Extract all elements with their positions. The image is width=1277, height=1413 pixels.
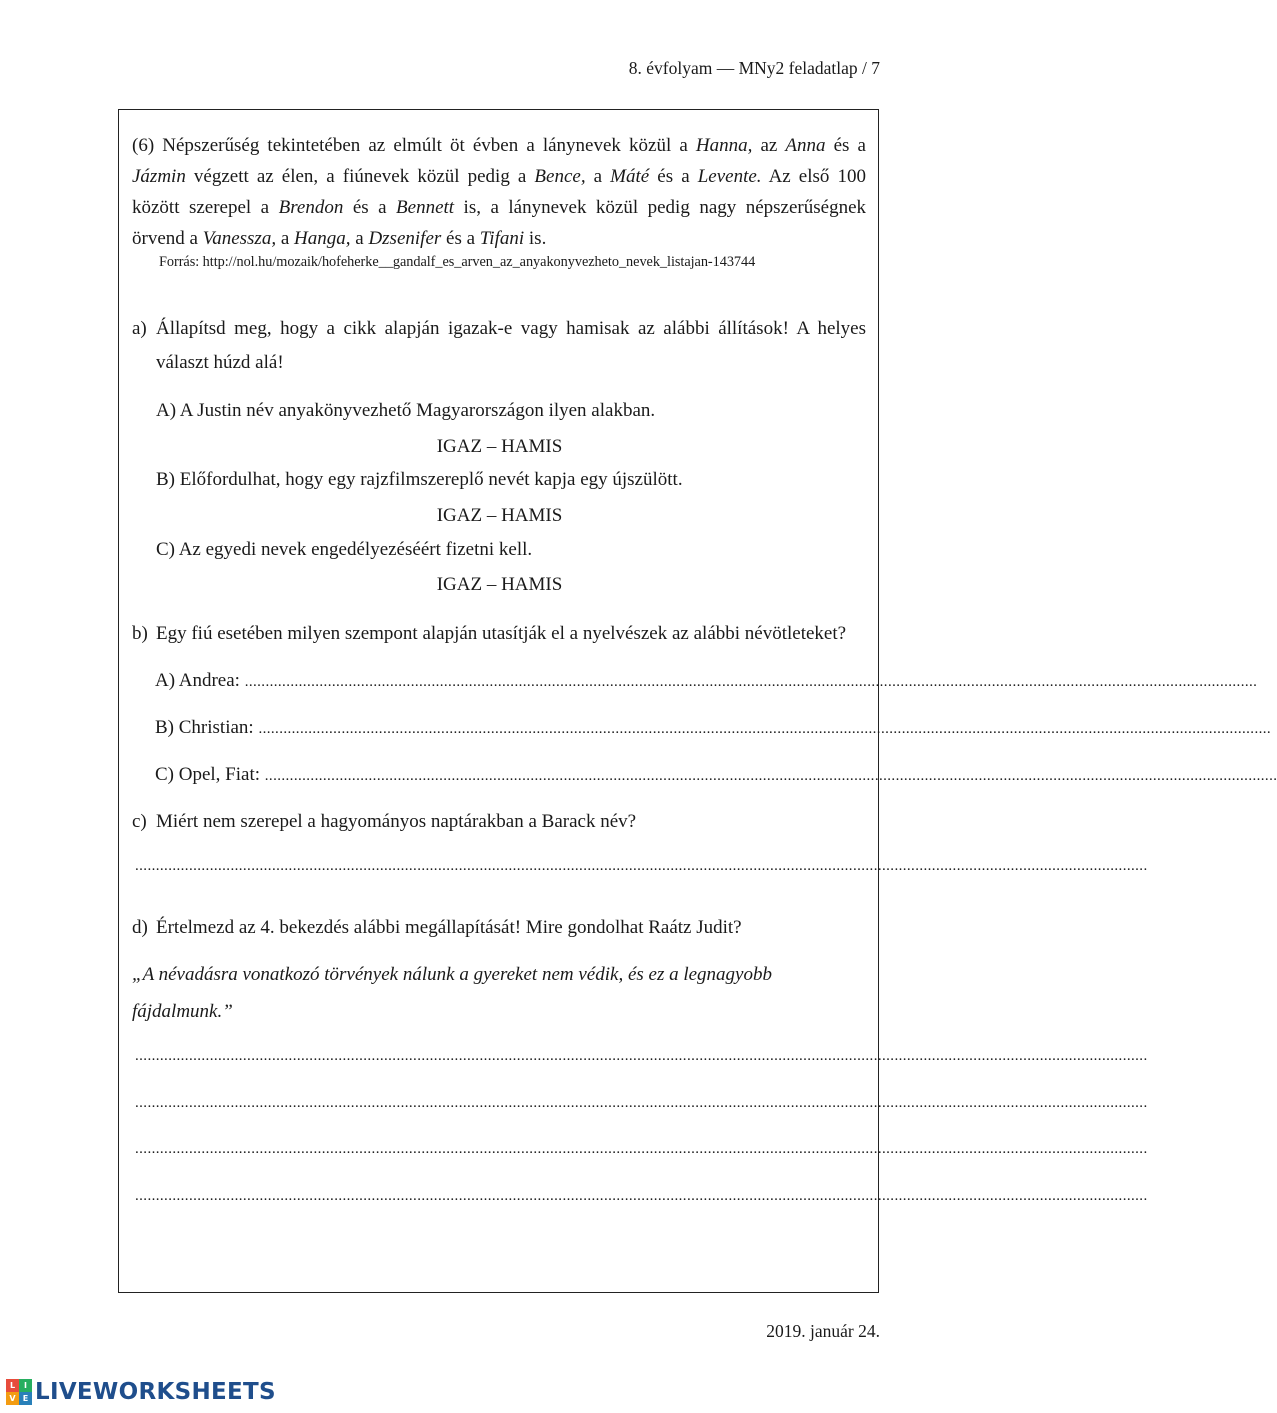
answer-options-b[interactable]: IGAZ – HAMIS — [436, 505, 563, 526]
source-citation: Forrás: http://nol.hu/mozaik/hofeherke__gandalf_es_arven_az_anyakonyvezheto_nevek_listajan-143744 — [159, 254, 756, 270]
footer-date: 2019. január 24. — [766, 1321, 880, 1341]
logo-text: LIVEWORKSHEETS — [35, 1379, 276, 1405]
text-line-3: között szerepel a Brendon és a Bennett is, a lánynevek közül pedig nagy népszerűségnek — [132, 197, 867, 218]
page-header: 8. évfolyam — MNy2 feladatlap / 7 — [628, 58, 880, 78]
answer-line-c[interactable]: .................................................................................................................................................................................................................................................... — [135, 858, 1148, 874]
statement-a: A) A Justin név anyakönyvezhető Magyarországon ilyen alakban. — [156, 400, 656, 421]
answer-line-d-3[interactable]: .................................................................................................................................................................................................................................................... — [135, 1141, 1148, 1157]
answer-options-a[interactable]: IGAZ – HAMIS — [436, 436, 563, 457]
logo-mark-icon: L I V E — [6, 1379, 32, 1405]
dotted-line: .................................................................................................................................................................................................................................................... — [244, 674, 1258, 690]
answer-field-christian[interactable]: B) Christian: .................................................................................................................................................................................................................................................... — [155, 714, 864, 742]
answer-line-d-1[interactable]: .................................................................................................................................................................................................................................................... — [135, 1048, 1148, 1064]
text-line-1: (6) Népszerűség tekintetében az elmúlt öt évben a lánynevek közül a Hanna, az Anna és a — [132, 135, 866, 156]
answer-options-c[interactable]: IGAZ – HAMIS — [436, 574, 563, 595]
answer-line-d-2[interactable]: .................................................................................................................................................................................................................................................... — [135, 1095, 1148, 1111]
statement-c: C) Az egyedi nevek engedélyezéséért fizetni kell. — [156, 539, 533, 560]
answer-field-andrea[interactable]: A) Andrea: .................................................................................................................................................................................................................................................... — [155, 667, 864, 695]
text-line-2: Jázmin végzett az élen, a fiúnevek közül pedig a Bence, a Máté és a Levente. Az első 100 — [132, 166, 866, 187]
question-d-prompt: d) Értelmezd az 4. bekezdés alábbi megállapítását! Mire gondolhat Raátz Judit? — [132, 917, 742, 938]
answer-field-opel-fiat[interactable]: C) Opel, Fiat: .................................................................................................................................................................................................................................................... — [155, 761, 864, 789]
dotted-line: .................................................................................................................................................................................................................................................... — [264, 768, 1277, 784]
exercise-frame — [118, 109, 1277, 1293]
dotted-line: .................................................................................................................................................................................................................................................... — [258, 721, 1272, 737]
question-b-prompt: b) Egy fiú esetében milyen szempont alapján utasítják el a nyelvészek az alábbi névötleteket? — [132, 623, 847, 644]
quote-line-1: „A névadásra vonatkozó törvények nálunk a gyereket nem védik, és ez a legnagyobb — [132, 964, 772, 985]
question-a-prompt-cont: választ húzd alá! — [156, 352, 284, 373]
quote-line-2: fájdalmunk.” — [132, 1001, 233, 1022]
text-line-4: örvend a Vanessza, a Hanga, a Dzsenifer és a Tifani is. — [132, 228, 547, 249]
liveworksheets-logo[interactable] — [6, 1379, 276, 1405]
question-c-prompt: c) Miért nem szerepel a hagyományos naptárakban a Barack név? — [132, 811, 637, 832]
answer-line-d-4[interactable]: .................................................................................................................................................................................................................................................... — [135, 1188, 1148, 1204]
statement-b: B) Előfordulhat, hogy egy rajzfilmszereplő nevét kapja egy újszülött. — [156, 469, 683, 490]
question-a-prompt: a) Állapítsd meg, hogy a cikk alapján igazak-e vagy hamisak az alábbi állítások! A helyes — [132, 318, 866, 339]
